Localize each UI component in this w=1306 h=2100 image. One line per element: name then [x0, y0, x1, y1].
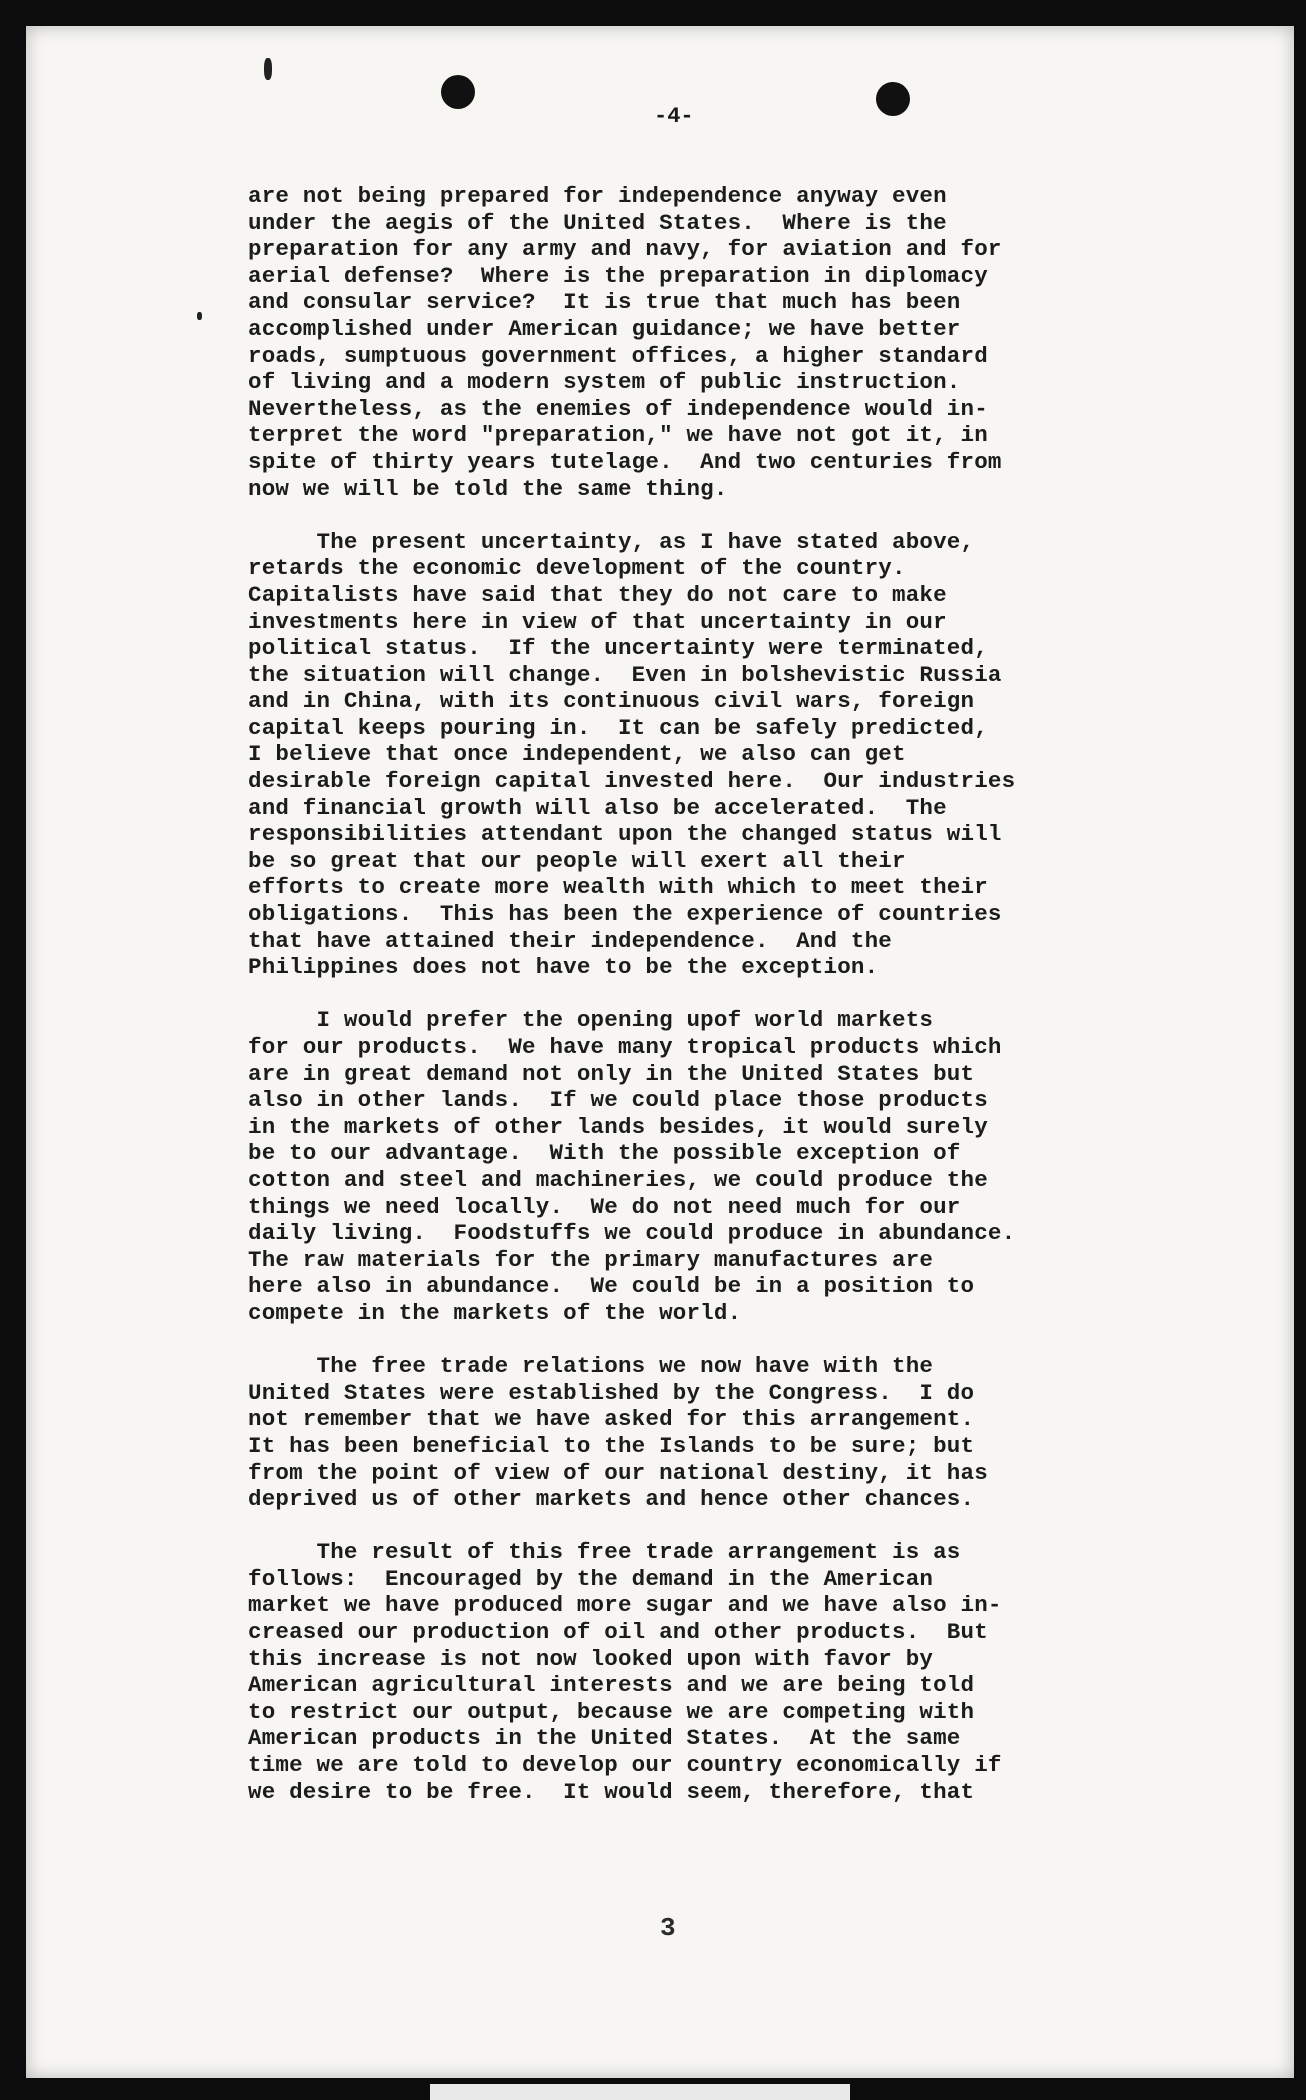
text-line: retards the economic development of the country. [248, 555, 906, 582]
scan-edge-strip [430, 2084, 850, 2100]
text-line: be so great that our people will exert all their [248, 847, 906, 874]
text-line: to restrict our output, because we are competing with [248, 1698, 975, 1725]
text-line: things we need locally. We do not need much for our [248, 1193, 961, 1220]
text-line: cotton and steel and machineries, we could produce the [248, 1166, 988, 1193]
text-line: of living and a modern system of public instruction. [248, 369, 961, 396]
text-line: political status. If the uncertainty were terminated, [248, 635, 988, 662]
text-line: preparation for any army and navy, for aviation and for [248, 236, 1002, 263]
text-line: in the markets of other lands besides, it would surely [248, 1113, 988, 1140]
text-line: we desire to be free. It would seem, therefore, that [248, 1778, 975, 1805]
text-line: and financial growth will also be accelerated. The [248, 794, 947, 821]
text-line: Capitalists have said that they do not care to make [248, 581, 947, 608]
text-line: The raw materials for the primary manufactures are [248, 1246, 934, 1273]
text-line: spite of thirty years tutelage. And two centuries from [248, 448, 1002, 475]
text-line: and consular service? It is true that much has been [248, 289, 961, 316]
page-number: -4- [654, 104, 694, 129]
ink-speck [264, 58, 272, 80]
paragraph-1 [248, 183, 1148, 502]
text-line: deprived us of other markets and hence other chances. [248, 1486, 975, 1513]
punch-hole-right [876, 82, 910, 116]
text-line: Philippines does not have to be the exception. [248, 954, 879, 981]
text-line: from the point of view of our national destiny, it has [248, 1459, 988, 1486]
text-line: It has been beneficial to the Islands to be sure; but [248, 1432, 975, 1459]
text-line: roads, sumptuous government offices, a higher standard [248, 342, 988, 369]
text-line: be to our advantage. With the possible exception of [248, 1140, 961, 1167]
text-line: for our products. We have many tropical products which [248, 1034, 1002, 1060]
handwritten-mark: 3 [660, 1913, 676, 1943]
text-line: are in great demand not only in the United States but [248, 1060, 975, 1087]
text-line: now we will be told the same thing. [248, 475, 728, 502]
paragraph-5 [248, 1539, 1148, 1805]
text-line: United States were established by the Congress. I do [248, 1379, 975, 1406]
text-line: I believe that once independent, we also can get [248, 741, 906, 768]
text-line: compete in the markets of the world. [248, 1299, 742, 1326]
paragraph-4 [248, 1353, 1148, 1513]
text-line: follows: Encouraged by the demand in the American [248, 1565, 934, 1592]
text-line: desirable foreign capital invested here. Our industries [248, 768, 1016, 795]
text-line: American products in the United States. At the same [248, 1725, 961, 1752]
body-text [248, 183, 1148, 1832]
text-line: I would prefer the opening upof world markets [248, 1007, 934, 1034]
text-line: responsibilities attendant upon the changed status will [248, 821, 1002, 848]
text-line: The free trade relations we now have with the [248, 1353, 934, 1380]
text-line: here also in abundance. We could be in a position to [248, 1273, 975, 1300]
text-line: efforts to create more wealth with which to meet their [248, 874, 988, 901]
text-line: Nevertheless, as the enemies of independence would in- [248, 395, 988, 422]
ink-speck [197, 312, 202, 320]
text-line: accomplished under American guidance; we have better [248, 315, 961, 342]
text-line: terpret the word "preparation," we have not got it, in [248, 422, 988, 449]
paragraph-2 [248, 529, 1148, 981]
text-line: time we are told to develop our country economically if [248, 1752, 1002, 1779]
text-line: obligations. This has been the experience of countries [248, 901, 1002, 928]
text-line: capital keeps pouring in. It can be safely predicted, [248, 714, 988, 741]
text-line: The result of this free trade arrangement is as [248, 1539, 961, 1566]
text-line: under the aegis of the United States. Where is the [248, 209, 947, 236]
text-line: investments here in view of that uncertainty in our [248, 608, 947, 635]
text-line: also in other lands. If we could place those products [248, 1087, 988, 1114]
text-line: aerial defense? Where is the preparation in diplomacy [248, 262, 988, 289]
punch-hole-left [441, 75, 475, 109]
text-line: are not being prepared for independence anyway even [248, 183, 947, 209]
paragraph-3 [248, 1007, 1148, 1326]
text-line: creased our production of oil and other products. But [248, 1619, 988, 1646]
text-line: that have attained their independence. And the [248, 927, 893, 954]
text-line: market we have produced more sugar and we have also in- [248, 1592, 1002, 1619]
text-line: American agricultural interests and we are being told [248, 1672, 975, 1699]
text-line: the situation will change. Even in bolshevistic Russia [248, 661, 1002, 688]
text-line: The present uncertainty, as I have stated above, [248, 528, 975, 555]
text-line: daily living. Foodstuffs we could produce in abundance. [248, 1220, 1016, 1247]
text-line: this increase is not now looked upon with favor by [248, 1645, 934, 1672]
text-line: not remember that we have asked for this arrangement. [248, 1406, 975, 1433]
text-line: and in China, with its continuous civil wars, foreign [248, 688, 975, 715]
